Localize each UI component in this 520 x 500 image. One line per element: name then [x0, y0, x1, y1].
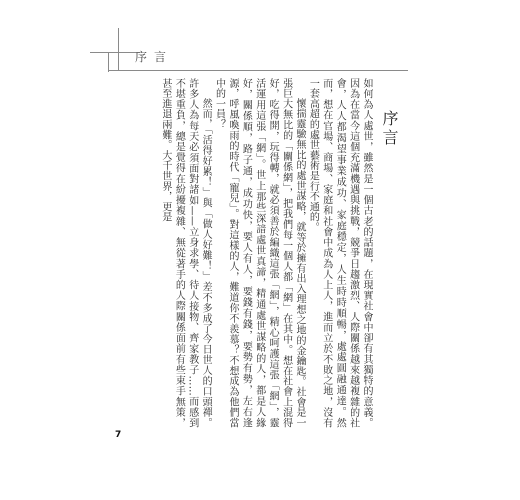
header-rule — [108, 70, 408, 71]
paragraph: 懷揣靈驗無比的處世謀略，就等於擁有出入理想之地的金鑰匙。社會是一張巨大無比的「關係網」，把我們每一個人都「網」在其中。想在社會上混得好，吃得開，玩得轉，就必須善於編織這張「網」，精心呵護這張「網」，靈活運用這張「網」。世上那些深諳處世真諦，精通處世謀略的人，都是人緣好，關係順，路子通，成功快，要人有人，要錢有錢，要勢有勢，左右逢源，呼風喚雨的時代「寵兒」。對這樣的人，難道你不羨慕？不想成為他們當中的一員？ — [213, 78, 305, 428]
chapter-title: 序言 — [380, 110, 399, 148]
body-text — [140, 78, 373, 428]
crop-mark-vertical-2 — [108, 52, 109, 72]
paragraph: 如何為人處世，雖然是一個古老的話題，在現實社會中卻有其獨特的意義。因為在當今這個充滿機遇與挑戰，競爭日趨激烈、人際關係越來越複雜的社會，人人都渴望事業成功、家庭穩定，人生時時順暢，處處圓融通達。然而，想在官場、商場、家庭和社會中成為人上人，進而立於不敗之地，沒有一套高超的處世藝術是行不通的。 — [307, 78, 372, 428]
crop-mark-horizontal — [90, 52, 140, 53]
paragraph: 然而，「活得好累！」與「做人好難！」差不多成了今日世人的口頭禪。許多人為每天必須面對諸如——立身求學、待人接物、齊家教子……而感到不堪重負，總是覺得在紛擾複雜、無從著手的人際關係面前有些束手無策，甚至進退兩難。大千世界，更是 — [159, 78, 212, 428]
page-number: 7 — [115, 430, 122, 440]
running-header: 序言 — [135, 50, 174, 64]
crop-mark-vertical — [118, 28, 119, 70]
